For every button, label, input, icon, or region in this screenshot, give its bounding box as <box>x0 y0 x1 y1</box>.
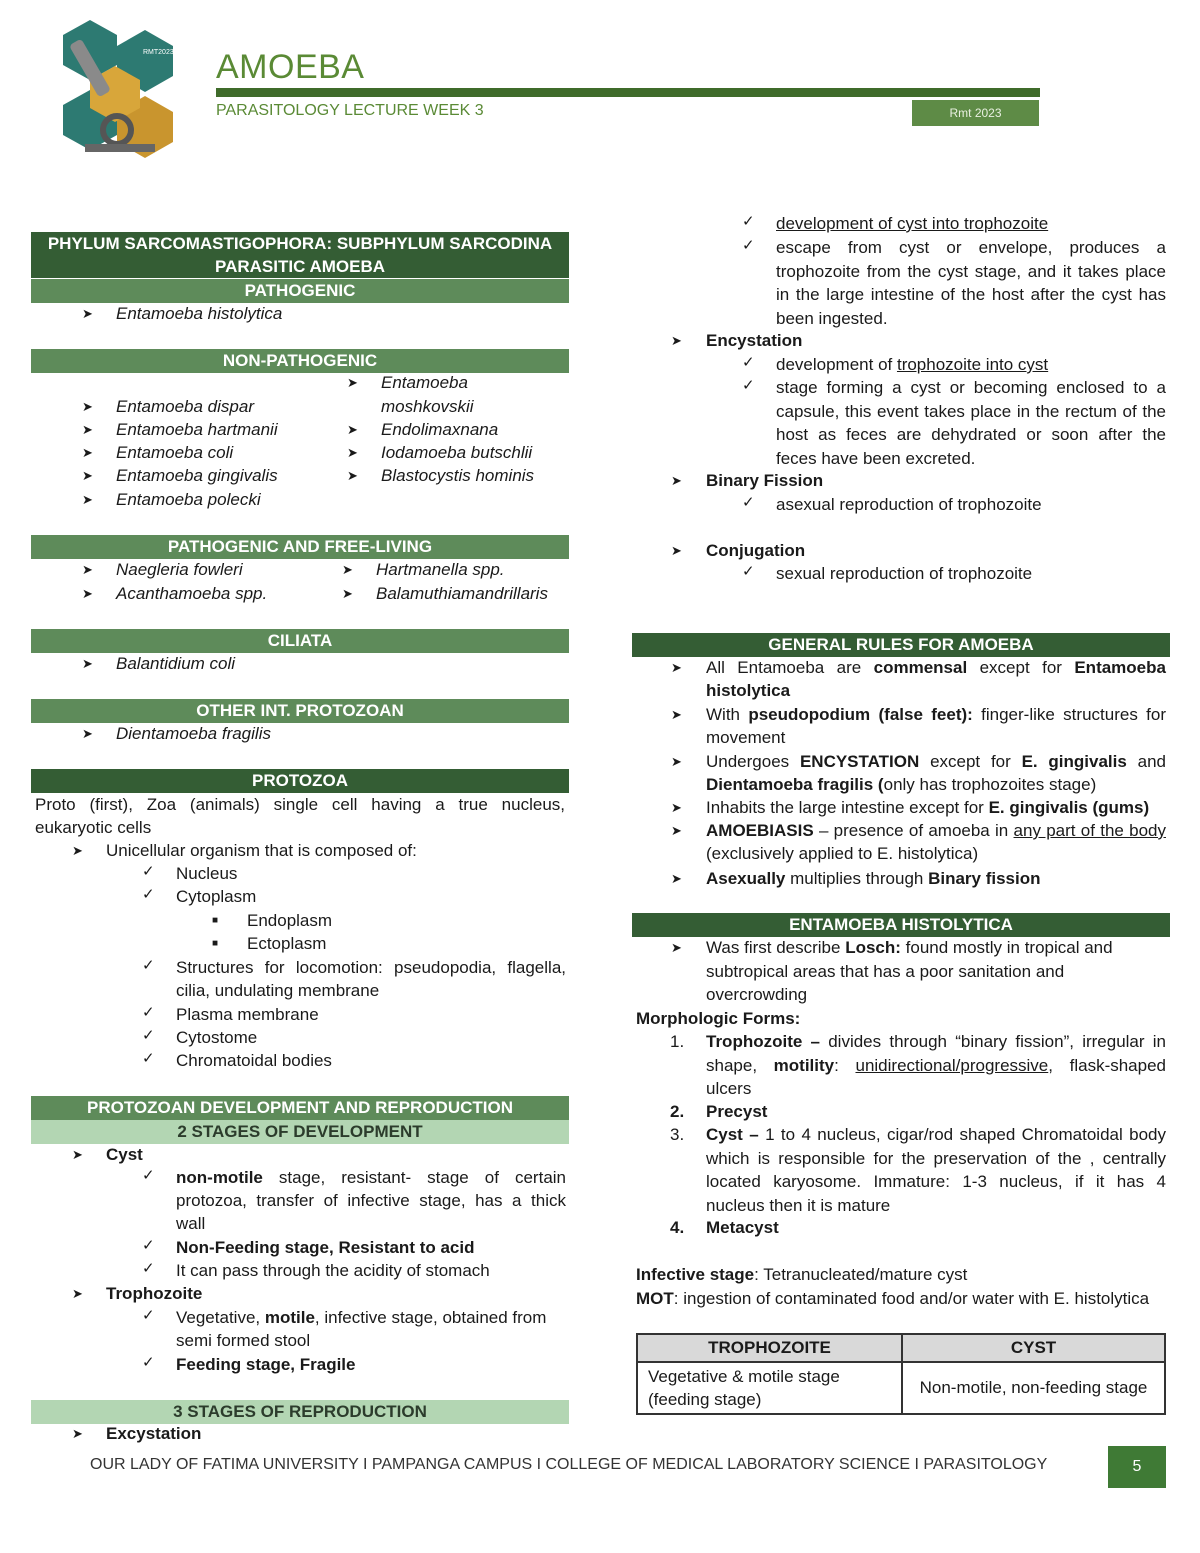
form-underlined: unidirectional/progressive <box>855 1055 1049 1075</box>
arrow-bullet-icon: ➤ <box>671 940 682 955</box>
troph-text: , infective stage, obtained from semi formed stool <box>176 1308 547 1350</box>
table-header: TROPHOZOITE <box>637 1334 902 1362</box>
list-item: Precyst <box>706 1102 768 1121</box>
list-item: escape from cyst or envelope, produces a trophozoite from the cyst stage, and it takes place in the large intestine of the host after the cyst has been ingested. <box>776 238 1166 328</box>
list-number: 1. <box>670 1032 685 1051</box>
list-item: Encystation <box>706 331 803 350</box>
list-item: Balamuthiamandrillaris <box>376 584 548 603</box>
checkmark-icon: ✓ <box>742 494 755 511</box>
list-item: Balantidium coli <box>116 654 236 673</box>
arrow-bullet-icon: ➤ <box>671 543 682 558</box>
mode-of-transmission <box>636 1287 1149 1310</box>
checkmark-icon: ✓ <box>142 863 155 880</box>
enc-underlined: trophozoite into cyst <box>896 355 1049 374</box>
list-item: Cytoplasm <box>176 887 257 906</box>
list-item <box>706 656 1166 702</box>
arrow-bullet-icon: ➤ <box>342 586 353 601</box>
ciliata-heading: CILIATA <box>31 629 569 653</box>
logo <box>55 18 185 163</box>
protozoa-heading: PROTOZOA <box>31 769 569 793</box>
page-subtitle: PARASITOLOGY LECTURE WEEK 3 <box>216 102 484 119</box>
hist-bold: Losch: <box>845 938 901 957</box>
rule-bold: Entamoeba histolytica <box>706 658 1166 700</box>
checkmark-icon: ✓ <box>142 1354 155 1371</box>
list-item <box>176 1166 566 1235</box>
list-item: Naegleria fowleri <box>116 560 243 579</box>
rule-bold: E. gingivalis (gums) <box>988 798 1150 817</box>
table-cell: Non-motile, non-feeding stage <box>902 1362 1165 1414</box>
arrow-bullet-icon: ➤ <box>671 333 682 348</box>
checkmark-icon: ✓ <box>142 957 155 974</box>
table-cell: Vegetative & motile stage (feeding stage) <box>637 1362 902 1414</box>
mot-text: : ingestion of contaminated food and/or water with E. histolytica <box>673 1289 1150 1308</box>
protozoa-description: Proto (first), Zoa (animals) single cell having a true nucleus, eukaryotic cells <box>35 795 565 837</box>
reproduction-heading: 3 STAGES OF REPRODUCTION <box>31 1400 569 1424</box>
list-item: sexual reproduction of trophozoite <box>776 564 1033 583</box>
checkmark-icon: ✓ <box>742 563 755 580</box>
list-item: Iodamoeba butschlii <box>381 443 533 462</box>
arrow-bullet-icon: ➤ <box>671 473 682 488</box>
footer-text: OUR LADY OF FATIMA UNIVERSITY I PAMPANGA CAMPUS I COLLEGE OF MEDICAL LABORATORY SCIENCE I PARASITOLOGY <box>90 1456 1048 1473</box>
arrow-bullet-icon: ➤ <box>671 754 682 769</box>
troph-text: Vegetative, <box>176 1308 265 1327</box>
form-bold: motility <box>773 1055 835 1075</box>
list-item <box>706 796 1149 819</box>
page-title: AMOEBA <box>216 48 365 86</box>
list-item <box>706 819 1166 865</box>
table-header: CYST <box>902 1334 1165 1362</box>
list-item <box>706 1030 1166 1101</box>
checkmark-icon: ✓ <box>742 377 755 394</box>
list-item: stage forming a cyst or becoming enclosed to a capsule, this event takes place in the rectum of the host as feces are dehydrated or soon after the feces have been excreted. <box>776 378 1166 468</box>
list-item: Cyst <box>106 1145 143 1164</box>
rule-text: (exclusively applied to E. histolytica) <box>706 844 979 863</box>
list-item: Entamoeba hartmanii <box>116 420 278 439</box>
infective-stage <box>636 1263 967 1286</box>
phylum-line-2: PARASITIC AMOEBA <box>215 257 385 276</box>
histolytica-heading: ENTAMOEBA HISTOLYTICA <box>632 913 1170 937</box>
arrow-bullet-icon: ➤ <box>82 399 93 414</box>
checkmark-icon: ✓ <box>142 1307 155 1324</box>
phylum-heading <box>31 232 569 278</box>
table-header-row <box>637 1334 1165 1362</box>
list-item: Endoplasm <box>247 911 333 930</box>
rule-text: multiplies through <box>785 869 929 888</box>
list-item: Endolimaxnana <box>381 420 499 439</box>
troph-bold: motile <box>264 1308 315 1327</box>
list-item: Structures for locomotion: pseudopodia, flagella, cilia, undulating membrane <box>176 958 566 1000</box>
arrow-bullet-icon: ➤ <box>82 586 93 601</box>
development-subheading: 2 STAGES OF DEVELOPMENT <box>31 1120 569 1144</box>
rule-text: Undergoes <box>706 752 800 771</box>
arrow-bullet-icon: ➤ <box>671 660 682 675</box>
rule-underlined: any part of the body <box>1013 821 1166 840</box>
rule-bold: Dientamoeba fragilis ( <box>706 775 884 794</box>
list-item <box>706 867 1041 890</box>
list-item: Entamoeba dispar <box>116 397 254 416</box>
list-item: Acanthamoeba spp. <box>116 584 268 603</box>
rule-text: except for <box>967 658 1075 677</box>
list-item: Chromatoidal bodies <box>176 1051 332 1070</box>
batch-badge: Rmt 2023 <box>912 100 1039 126</box>
nonpathogenic-heading: NON-PATHOGENIC <box>31 349 569 373</box>
list-item: Blastocystis hominis <box>381 466 535 485</box>
rule-bold: ENCYSTATION <box>799 752 920 771</box>
arrow-bullet-icon: ➤ <box>671 823 682 838</box>
rule-bold: commensal <box>873 658 968 677</box>
rule-bold: E. gingivalis <box>1021 752 1127 771</box>
comparison-table <box>636 1333 1166 1415</box>
list-item <box>706 703 1166 749</box>
arrow-bullet-icon: ➤ <box>82 562 93 577</box>
rule-text: except for <box>919 752 1022 771</box>
arrow-bullet-icon: ➤ <box>72 1426 83 1441</box>
page-number: 5 <box>1108 1446 1166 1488</box>
hist-text: Was first describe <box>706 938 846 957</box>
arrow-bullet-icon: ➤ <box>347 422 358 437</box>
list-item: Entamoeba histolytica <box>116 304 283 323</box>
list-number: 4. <box>670 1218 685 1237</box>
hist-text: found mostly in tropical and subtropical areas that has a poor sanitation and overcrowding <box>706 938 1113 1004</box>
checkmark-icon: ✓ <box>142 1167 155 1184</box>
arrow-bullet-icon: ➤ <box>82 306 93 321</box>
arrow-bullet-icon: ➤ <box>82 726 93 741</box>
list-item: moshkovskii <box>381 397 474 416</box>
form-bold: Trophozoite – <box>706 1032 820 1051</box>
arrow-bullet-icon: ➤ <box>72 1147 83 1162</box>
form-bold: Cyst – <box>706 1125 759 1144</box>
rule-text: and <box>1126 752 1166 771</box>
rule-bold: Asexually <box>706 869 786 888</box>
checkmark-icon: ✓ <box>742 237 755 254</box>
rule-text: All Entamoeba are <box>706 658 874 677</box>
svg-text:RMT2023: RMT2023 <box>143 49 174 56</box>
checkmark-icon: ✓ <box>742 213 755 230</box>
list-item: Entamoeba <box>381 373 468 392</box>
other-protozoan-heading: OTHER INT. PROTOZOAN <box>31 699 569 723</box>
arrow-bullet-icon: ➤ <box>671 800 682 815</box>
rule-text: Inhabits the large intestine except for <box>706 798 989 817</box>
list-number: 3. <box>670 1125 685 1144</box>
mot-bold: MOT <box>636 1289 674 1308</box>
list-item: Plasma membrane <box>176 1005 319 1024</box>
list-item: Non-Feeding stage, Resistant to acid <box>176 1238 475 1257</box>
list-number: 2. <box>670 1102 685 1121</box>
enc-text: development of <box>776 355 897 374</box>
checkmark-icon: ✓ <box>742 354 755 371</box>
arrow-bullet-icon: ➤ <box>82 445 93 460</box>
checkmark-icon: ✓ <box>142 1237 155 1254</box>
rule-text: – presence of amoeba in <box>813 821 1014 840</box>
phylum-line-1: PHYLUM SARCOMASTIGOPHORA: SUBPHYLUM SARCODINA <box>47 234 553 253</box>
development-heading: PROTOZOAN DEVELOPMENT AND REPRODUCTION <box>31 1096 569 1120</box>
pathogenic-heading: PATHOGENIC <box>31 279 569 303</box>
list-item: Entamoeba gingivalis <box>116 466 278 485</box>
list-item: Binary Fission <box>706 471 824 490</box>
list-item: Conjugation <box>706 541 806 560</box>
list-item <box>706 1123 1166 1217</box>
list-item: Cytostome <box>176 1028 258 1047</box>
square-bullet-icon: ■ <box>212 938 219 949</box>
arrow-bullet-icon: ➤ <box>82 656 93 671</box>
rule-bold: pseudopodium (false feet): <box>748 705 973 724</box>
form-text: , flask-shaped ulcers <box>706 1055 1167 1098</box>
rule-text: only has trophozoites stage) <box>883 775 1097 794</box>
rule-bold: AMOEBIASIS <box>706 821 814 840</box>
list-item: Nucleus <box>176 864 238 883</box>
list-item: Feeding stage, Fragile <box>176 1355 356 1374</box>
list-item: Entamoeba coli <box>116 443 234 462</box>
title-underline <box>216 88 1040 97</box>
checkmark-icon: ✓ <box>142 1004 155 1021</box>
rule-text: finger-like structures for movement <box>706 705 1166 747</box>
list-item <box>706 936 1136 1007</box>
arrow-bullet-icon: ➤ <box>82 492 93 507</box>
list-item: It can pass through the acidity of stomach <box>176 1261 490 1280</box>
list-item: development of cyst into trophozoite <box>776 214 1049 233</box>
checkmark-icon: ✓ <box>142 886 155 903</box>
arrow-bullet-icon: ➤ <box>72 1286 83 1301</box>
arrow-bullet-icon: ➤ <box>342 562 353 577</box>
checkmark-icon: ✓ <box>142 1050 155 1067</box>
list-item: Entamoeba polecki <box>116 490 261 509</box>
form-text: : <box>834 1055 856 1075</box>
inf-bold: Infective stage <box>636 1265 755 1284</box>
list-item <box>776 353 1048 376</box>
arrow-bullet-icon: ➤ <box>72 843 83 858</box>
cyst-text: stage, resistant- stage of certain protozoa, transfer of infective stage, has a thick wall <box>176 1168 566 1233</box>
arrow-bullet-icon: ➤ <box>82 422 93 437</box>
list-item: Ectoplasm <box>247 934 327 953</box>
list-item: Metacyst <box>706 1218 779 1237</box>
form-text: divides through “binary fission”, irregular in shape, <box>706 1032 1166 1075</box>
form-text: 1 to 4 nucleus, cigar/rod shaped Chromatoidal body which is responsible for the preservation of the , centrally located karyosome. Immature: 1-3 nucleus, if it has 4 nucleus then it is mature <box>706 1125 1166 1215</box>
checkmark-icon: ✓ <box>142 1260 155 1277</box>
list-item: Unicellular organism that is composed of: <box>106 841 417 860</box>
morphologic-forms-label: Morphologic Forms: <box>636 1009 801 1028</box>
arrow-bullet-icon: ➤ <box>347 468 358 483</box>
checkmark-icon: ✓ <box>142 1027 155 1044</box>
arrow-bullet-icon: ➤ <box>82 468 93 483</box>
list-item <box>176 1306 566 1352</box>
arrow-bullet-icon: ➤ <box>347 445 358 460</box>
list-item: asexual reproduction of trophozoite <box>776 495 1042 514</box>
freeliving-heading: PATHOGENIC AND FREE-LIVING <box>31 535 569 559</box>
table-row <box>637 1362 1165 1414</box>
square-bullet-icon: ■ <box>212 915 219 926</box>
rule-bold: Binary fission <box>928 869 1041 888</box>
list-item: Hartmanella spp. <box>376 560 505 579</box>
list-item: Dientamoeba fragilis <box>116 724 271 743</box>
cyst-bold: non-motile <box>176 1168 263 1187</box>
rule-text: With <box>706 705 749 724</box>
list-item: Excystation <box>106 1424 202 1443</box>
list-item <box>706 750 1166 796</box>
general-rules-heading: GENERAL RULES FOR AMOEBA <box>632 633 1170 657</box>
arrow-bullet-icon: ➤ <box>671 871 682 886</box>
list-item: Trophozoite <box>106 1284 203 1303</box>
arrow-bullet-icon: ➤ <box>347 375 358 390</box>
inf-text: : Tetranucleated/mature cyst <box>754 1265 968 1284</box>
arrow-bullet-icon: ➤ <box>671 707 682 722</box>
